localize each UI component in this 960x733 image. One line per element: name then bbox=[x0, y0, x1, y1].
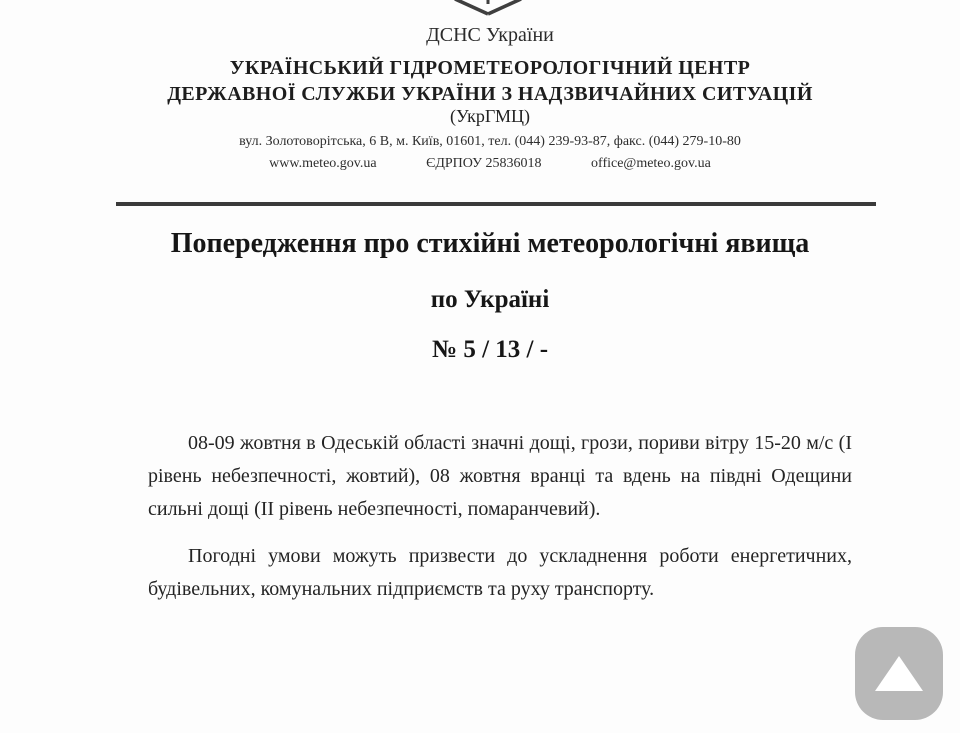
document-body bbox=[148, 427, 852, 620]
body-paragraph: Погодні умови можуть призвести до ускладнення роботи енергетичних, будівельних, комунальних підприємств та руху транспорту. bbox=[148, 545, 852, 600]
up-arrow-icon bbox=[875, 656, 923, 691]
org-registry-code: ЄДРПОУ 25836018 bbox=[426, 156, 542, 171]
header-divider bbox=[116, 202, 876, 206]
org-contacts-row bbox=[20, 156, 960, 172]
document-number: № 5 / 13 / - bbox=[431, 336, 549, 363]
org-address: вул. Золотоворітська, 6 В, м. Київ, 01601, тел. (044) 239-93-87, факс. (044) 279-10-80 bbox=[239, 134, 741, 149]
body-paragraph: 08-09 жовтня в Одеській області значні дощі, грози, пориви вітру 15-20 м/с (І рівень небезпечності, жовтий), 08 жовтня вранці та вдень на півдні Одещини сильні дощі (ІІ рівень небезпечності, помаранчевий). bbox=[148, 432, 852, 520]
document-title: Попередження про стихійні метеорологічні явища bbox=[170, 228, 810, 259]
org-abbreviation: (УкрГМЦ) bbox=[449, 106, 531, 126]
org-website: www.meteo.gov.ua bbox=[269, 156, 377, 171]
agency-name: ДСНС України bbox=[426, 24, 554, 46]
org-email: office@meteo.gov.ua bbox=[591, 156, 711, 171]
org-name-line2: ДЕРЖАВНОЇ СЛУЖБИ УКРАЇНИ З НАДЗВИЧАЙНИХ СИТУАЦІЙ bbox=[167, 83, 813, 105]
dsns-emblem-icon bbox=[452, 0, 524, 16]
org-name-line1: УКРАЇНСЬКИЙ ГІДРОМЕТЕОРОЛОГІЧНИЙ ЦЕНТР bbox=[229, 57, 751, 79]
scroll-to-top-button[interactable] bbox=[855, 627, 943, 720]
document-subtitle: по Україні bbox=[430, 286, 550, 313]
